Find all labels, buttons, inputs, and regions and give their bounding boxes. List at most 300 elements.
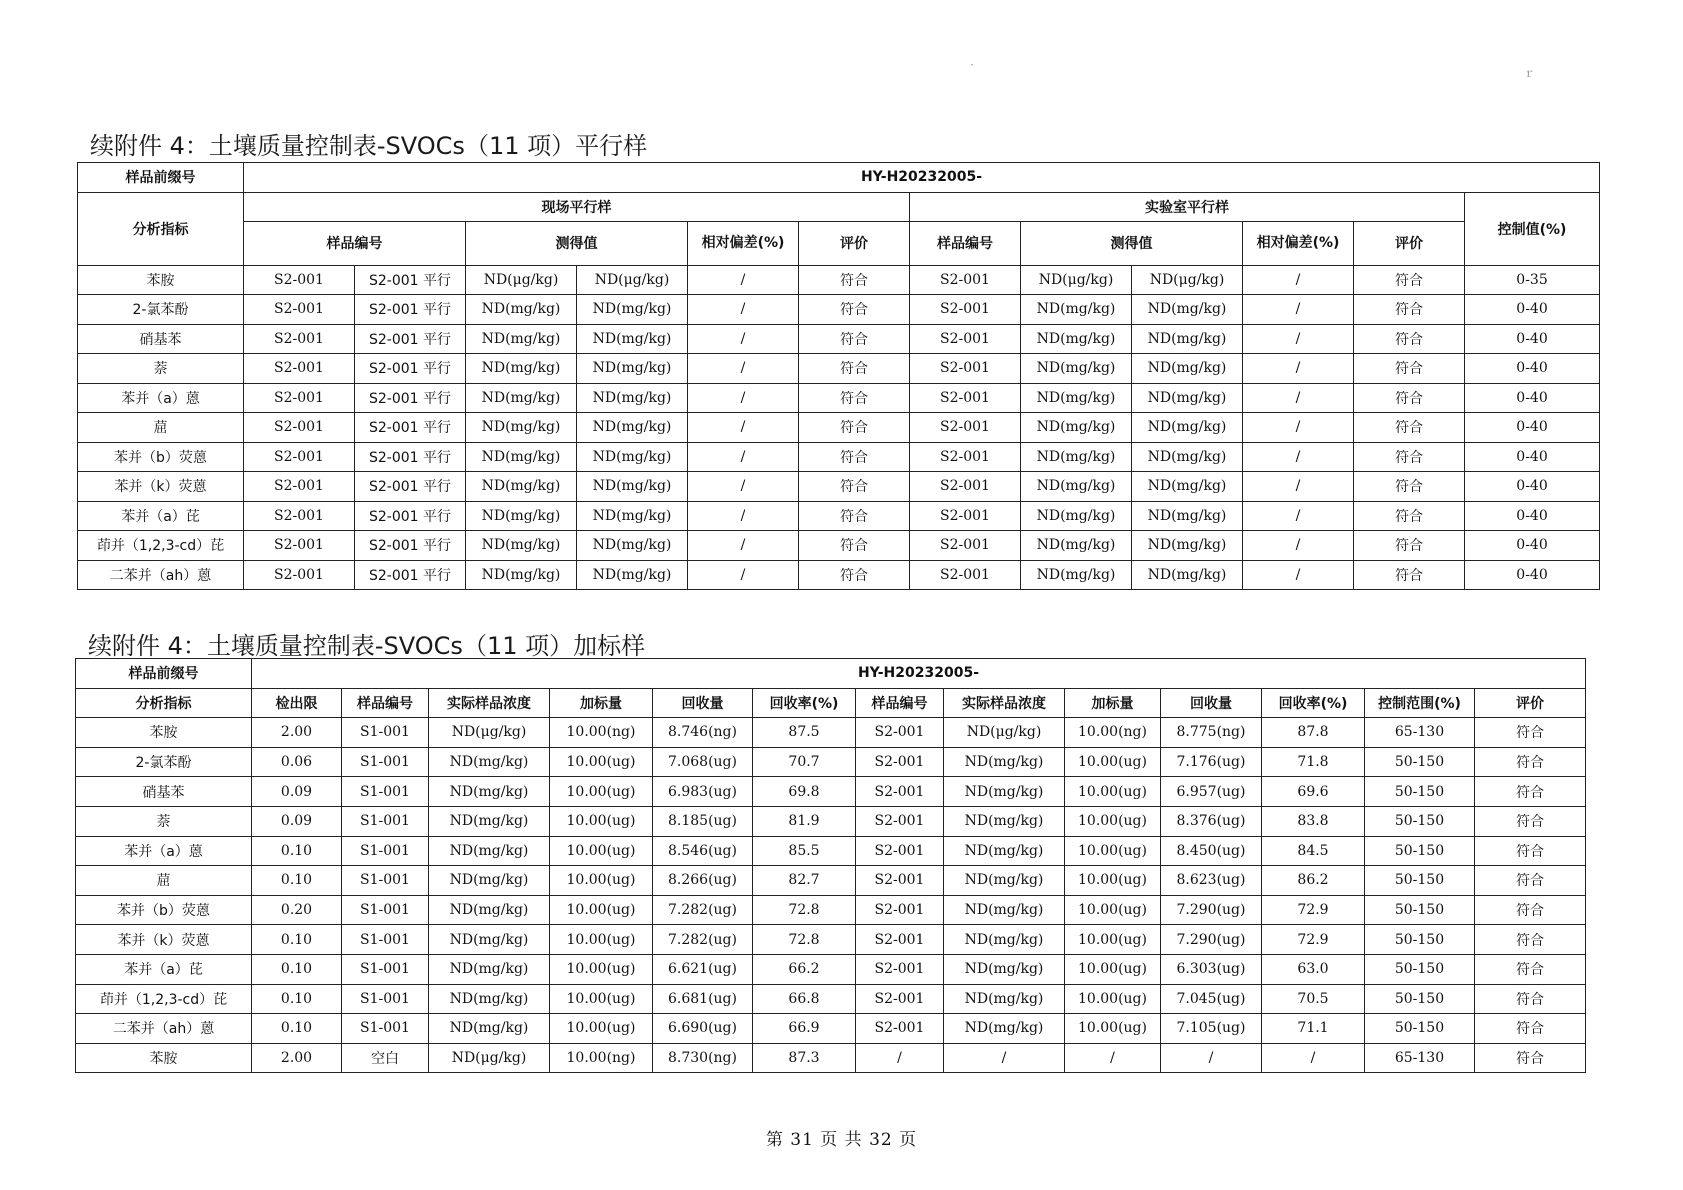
lab-value-2: ND(mg/kg) [1132, 442, 1243, 472]
actual-concentration: ND(μg/kg) [429, 1043, 550, 1073]
analyte-name: 2-氯苯酚 [76, 747, 252, 777]
indicator-header: 分析指标 [78, 192, 244, 265]
control-range: 50-150 [1365, 866, 1475, 896]
table-row [78, 354, 1600, 384]
lab-value-1: ND(mg/kg) [1021, 295, 1132, 325]
recovery-rate-2: 83.8 [1262, 806, 1365, 836]
table-row [76, 718, 1586, 748]
field-value-1: ND(mg/kg) [466, 295, 577, 325]
field-parallel-no: S2-001 平行 [355, 501, 466, 531]
spike-amount: 10.00(ug) [550, 895, 653, 925]
spike-amount-2: 10.00(ug) [1065, 747, 1161, 777]
actual-concentration: ND(mg/kg) [429, 866, 550, 896]
analyte-name: 硝基苯 [76, 777, 252, 807]
recovery-rate-2: 63.0 [1262, 954, 1365, 984]
field-value-1: ND(mg/kg) [466, 472, 577, 502]
detection-limit: 0.20 [252, 895, 342, 925]
recovered-amount-2: / [1161, 1043, 1262, 1073]
control-value: 0-40 [1465, 413, 1600, 443]
detection-limit: 2.00 [252, 1043, 342, 1073]
lab-value-1: ND(mg/kg) [1021, 413, 1132, 443]
control-range-header: 控制范围(%) [1365, 688, 1475, 718]
sample-no: S1-001 [342, 806, 429, 836]
lab-value-2: ND(μg/kg) [1132, 265, 1243, 295]
lab-sample-no: S2-001 [910, 501, 1021, 531]
sample-no: S1-001 [342, 866, 429, 896]
sample-no: S1-001 [342, 777, 429, 807]
field-value-1: ND(mg/kg) [466, 501, 577, 531]
lab-sample-no: S2-001 [910, 442, 1021, 472]
sample-no-2: S2-001 [856, 984, 944, 1014]
analyte-name: 苯并（b）荧蒽 [76, 895, 252, 925]
recovered-amount-2: 8.376(ug) [1161, 806, 1262, 836]
recovered-amount-2: 7.105(ug) [1161, 1014, 1262, 1044]
lab-rel-dev: / [1243, 383, 1354, 413]
control-value: 0-40 [1465, 295, 1600, 325]
lab-sample-no: S2-001 [910, 265, 1021, 295]
detection-limit-header: 检出限 [252, 688, 342, 718]
field-parallel-no: S2-001 平行 [355, 265, 466, 295]
field-evaluation: 符合 [799, 442, 910, 472]
control-value: 0-35 [1465, 265, 1600, 295]
control-value: 0-40 [1465, 324, 1600, 354]
field-sample-no: S2-001 [244, 531, 355, 561]
lab-evaluation: 符合 [1354, 265, 1465, 295]
lab-rel-dev: / [1243, 531, 1354, 561]
actual-concentration-2: ND(mg/kg) [944, 747, 1065, 777]
actual-concentration-2: ND(mg/kg) [944, 1014, 1065, 1044]
field-parallel-no: S2-001 平行 [355, 442, 466, 472]
prefix-label: 样品前缀号 [78, 163, 244, 193]
sample-no-2: S2-001 [856, 747, 944, 777]
spike-amount: 10.00(ug) [550, 954, 653, 984]
sample-no: S1-001 [342, 954, 429, 984]
control-range: 50-150 [1365, 895, 1475, 925]
analyte-name: 苯胺 [76, 718, 252, 748]
field-parallel-no: S2-001 平行 [355, 324, 466, 354]
recovered-amount: 6.983(ug) [653, 777, 753, 807]
recovered-amount: 8.266(ug) [653, 866, 753, 896]
measured-header: 测得值 [466, 221, 688, 265]
lab-rel-dev-header: 相对偏差(%) [1243, 221, 1354, 265]
recovered-amount-2: 7.290(ug) [1161, 895, 1262, 925]
recovery-rate: 87.3 [753, 1043, 856, 1073]
actual-concentration-2: ND(mg/kg) [944, 806, 1065, 836]
lab-value-2: ND(mg/kg) [1132, 324, 1243, 354]
evaluation: 符合 [1475, 984, 1586, 1014]
lab-rel-dev: / [1243, 560, 1354, 590]
detection-limit: 0.10 [252, 954, 342, 984]
sample-no-2: S2-001 [856, 806, 944, 836]
control-range: 50-150 [1365, 954, 1475, 984]
detection-limit: 0.10 [252, 1014, 342, 1044]
detection-limit: 0.09 [252, 806, 342, 836]
evaluation: 符合 [1475, 718, 1586, 748]
recovery-rate: 70.7 [753, 747, 856, 777]
control-value: 0-40 [1465, 383, 1600, 413]
field-value-2: ND(mg/kg) [577, 472, 688, 502]
field-rel-dev: / [688, 501, 799, 531]
sample-no-2: / [856, 1043, 944, 1073]
sample-no: S1-001 [342, 895, 429, 925]
field-value-1: ND(mg/kg) [466, 442, 577, 472]
table-row [78, 265, 1600, 295]
evaluation: 符合 [1475, 925, 1586, 955]
detection-limit: 2.00 [252, 718, 342, 748]
lab-rel-dev: / [1243, 472, 1354, 502]
spike-table-title: 续附件 4：土壤质量控制表-SVOCs（11 项）加标样 [88, 632, 646, 660]
table-row [76, 954, 1586, 984]
field-evaluation: 符合 [799, 383, 910, 413]
field-sample-no: S2-001 [244, 442, 355, 472]
lab-evaluation: 符合 [1354, 295, 1465, 325]
lab-value-2: ND(mg/kg) [1132, 501, 1243, 531]
lab-sample-no: S2-001 [910, 531, 1021, 561]
lab-evaluation: 符合 [1354, 354, 1465, 384]
evaluation: 符合 [1475, 777, 1586, 807]
control-range: 50-150 [1365, 925, 1475, 955]
control-range: 50-150 [1365, 777, 1475, 807]
field-value-2: ND(mg/kg) [577, 354, 688, 384]
lab-rel-dev: / [1243, 354, 1354, 384]
recovery-rate: 66.2 [753, 954, 856, 984]
recovery-rate-2: 70.5 [1262, 984, 1365, 1014]
field-evaluation: 符合 [799, 295, 910, 325]
detection-limit: 0.10 [252, 836, 342, 866]
prefix-value: HY-H20232005- [252, 659, 1586, 689]
field-rel-dev: / [688, 383, 799, 413]
lab-value-1: ND(mg/kg) [1021, 442, 1132, 472]
field-rel-dev: / [688, 413, 799, 443]
analyte-name: 苯并（a）蒽 [76, 836, 252, 866]
analyte-name: 2-氯苯酚 [78, 295, 244, 325]
lab-value-1: ND(mg/kg) [1021, 531, 1132, 561]
table-row [78, 442, 1600, 472]
field-rel-dev: / [688, 265, 799, 295]
spike-amount: 10.00(ug) [550, 777, 653, 807]
field-rel-dev: / [688, 354, 799, 384]
evaluation-header: 评价 [799, 221, 910, 265]
table-row [78, 324, 1600, 354]
recovered-amount-2: 6.957(ug) [1161, 777, 1262, 807]
table-row [76, 777, 1586, 807]
spike-amount-2: 10.00(ug) [1065, 836, 1161, 866]
control-value: 0-40 [1465, 442, 1600, 472]
field-parallel-header: 现场平行样 [244, 192, 910, 221]
field-value-2: ND(mg/kg) [577, 295, 688, 325]
table-row [78, 531, 1600, 561]
recovery-rate-header: 回收率(%) [753, 688, 856, 718]
recovery-rate: 72.8 [753, 925, 856, 955]
evaluation: 符合 [1475, 954, 1586, 984]
actual-concentration: ND(mg/kg) [429, 806, 550, 836]
recovered-amount: 7.282(ug) [653, 925, 753, 955]
analyte-name: 二苯并（ah）蒽 [76, 1014, 252, 1044]
actual-concentration-2: ND(mg/kg) [944, 954, 1065, 984]
lab-value-2: ND(mg/kg) [1132, 531, 1243, 561]
prefix-label: 样品前缀号 [76, 659, 252, 689]
actual-concentration-2: / [944, 1043, 1065, 1073]
spike-amount: 10.00(ug) [550, 984, 653, 1014]
recovered-amount: 6.681(ug) [653, 984, 753, 1014]
spike-amount: 10.00(ug) [550, 1014, 653, 1044]
spike-amount: 10.00(ug) [550, 806, 653, 836]
detection-limit: 0.10 [252, 984, 342, 1014]
spike-amount-2: 10.00(ug) [1065, 866, 1161, 896]
field-sample-no: S2-001 [244, 413, 355, 443]
sample-no-header: 样品编号 [342, 688, 429, 718]
actual-concentration: ND(mg/kg) [429, 984, 550, 1014]
control-range: 50-150 [1365, 806, 1475, 836]
recovered-amount-2: 7.045(ug) [1161, 984, 1262, 1014]
parallel-table-title: 续附件 4：土壤质量控制表-SVOCs（11 项）平行样 [90, 132, 648, 160]
lab-value-2: ND(mg/kg) [1132, 383, 1243, 413]
table-row [76, 836, 1586, 866]
field-evaluation: 符合 [799, 472, 910, 502]
spike-amount-2: 10.00(ug) [1065, 925, 1161, 955]
table-row [76, 806, 1586, 836]
analyte-name: 苯并（k）荧蒽 [76, 925, 252, 955]
analyte-name: 苯并（b）荧蒽 [78, 442, 244, 472]
lab-rel-dev: / [1243, 295, 1354, 325]
recovered-amount: 8.730(ng) [653, 1043, 753, 1073]
evaluation-header: 评价 [1475, 688, 1586, 718]
recovered-amount-2: 7.290(ug) [1161, 925, 1262, 955]
control-value-header: 控制值(%) [1465, 192, 1600, 265]
table-row [76, 866, 1586, 896]
lab-sample-no: S2-001 [910, 413, 1021, 443]
recovery-rate: 66.9 [753, 1014, 856, 1044]
recovered-amount: 7.282(ug) [653, 895, 753, 925]
detection-limit: 0.06 [252, 747, 342, 777]
spike-amount-2: 10.00(ug) [1065, 1014, 1161, 1044]
sample-no-2: S2-001 [856, 836, 944, 866]
sample-no-2: S2-001 [856, 954, 944, 984]
actual-concentration: ND(mg/kg) [429, 925, 550, 955]
analyte-name: 苯胺 [78, 265, 244, 295]
field-value-2: ND(mg/kg) [577, 324, 688, 354]
lab-sample-no: S2-001 [910, 354, 1021, 384]
control-range: 50-150 [1365, 836, 1475, 866]
spike-amount-2: 10.00(ug) [1065, 777, 1161, 807]
actual-concentration: ND(μg/kg) [429, 718, 550, 748]
field-parallel-no: S2-001 平行 [355, 531, 466, 561]
field-sample-no: S2-001 [244, 265, 355, 295]
analyte-name: 苯并（a）芘 [76, 954, 252, 984]
table-row [76, 1043, 1586, 1073]
recovery-rate-2-header: 回收率(%) [1262, 688, 1365, 718]
table-row [78, 472, 1600, 502]
recovered-amount: 7.068(ug) [653, 747, 753, 777]
sample-no: S1-001 [342, 718, 429, 748]
evaluation: 符合 [1475, 806, 1586, 836]
sample-no-2: S2-001 [856, 1014, 944, 1044]
recovery-rate: 72.8 [753, 895, 856, 925]
analyte-name-header: 分析指标 [76, 688, 252, 718]
recovered-amount-2: 8.450(ug) [1161, 836, 1262, 866]
actual-concentration-header: 实际样品浓度 [429, 688, 550, 718]
analyte-name: 二苯并（ah）蒽 [78, 560, 244, 590]
spike-amount-2: 10.00(ug) [1065, 895, 1161, 925]
sample-no-header: 样品编号 [244, 221, 466, 265]
control-range: 65-130 [1365, 1043, 1475, 1073]
field-sample-no: S2-001 [244, 324, 355, 354]
recovered-amount-2: 7.176(ug) [1161, 747, 1262, 777]
recovery-rate-2: 69.6 [1262, 777, 1365, 807]
spike-amount: 10.00(ug) [550, 866, 653, 896]
actual-concentration: ND(mg/kg) [429, 836, 550, 866]
sample-no: S1-001 [342, 836, 429, 866]
field-evaluation: 符合 [799, 560, 910, 590]
lab-rel-dev: / [1243, 442, 1354, 472]
spike-amount-2: / [1065, 1043, 1161, 1073]
field-value-2: ND(mg/kg) [577, 383, 688, 413]
lab-value-1: ND(mg/kg) [1021, 324, 1132, 354]
lab-value-1: ND(μg/kg) [1021, 265, 1132, 295]
sample-no-2: S2-001 [856, 895, 944, 925]
analyte-name: 苯并（k）荧蒽 [78, 472, 244, 502]
recovered-amount: 8.546(ug) [653, 836, 753, 866]
detection-limit: 0.09 [252, 777, 342, 807]
recovery-rate-2: 87.8 [1262, 718, 1365, 748]
lab-rel-dev: / [1243, 324, 1354, 354]
control-value: 0-40 [1465, 560, 1600, 590]
sample-no: 空白 [342, 1043, 429, 1073]
lab-evaluation: 符合 [1354, 531, 1465, 561]
lab-sample-no: S2-001 [910, 324, 1021, 354]
field-sample-no: S2-001 [244, 472, 355, 502]
evaluation: 符合 [1475, 1014, 1586, 1044]
recovery-rate: 87.5 [753, 718, 856, 748]
spike-amount-2-header: 加标量 [1065, 688, 1161, 718]
lab-value-1: ND(mg/kg) [1021, 383, 1132, 413]
rel-dev-header: 相对偏差(%) [688, 221, 799, 265]
field-evaluation: 符合 [799, 413, 910, 443]
lab-value-2: ND(mg/kg) [1132, 354, 1243, 384]
recovered-amount-2-header: 回收量 [1161, 688, 1262, 718]
field-evaluation: 符合 [799, 265, 910, 295]
actual-concentration-2: ND(mg/kg) [944, 984, 1065, 1014]
control-range: 50-150 [1365, 984, 1475, 1014]
recovered-amount: 8.185(ug) [653, 806, 753, 836]
table-row [78, 295, 1600, 325]
page-number: 第 31 页 共 32 页 [765, 1130, 918, 1150]
lab-sample-no: S2-001 [910, 295, 1021, 325]
evaluation: 符合 [1475, 1043, 1586, 1073]
lab-value-1: ND(mg/kg) [1021, 501, 1132, 531]
recovery-rate-2: 71.1 [1262, 1014, 1365, 1044]
lab-value-2: ND(mg/kg) [1132, 413, 1243, 443]
field-value-1: ND(μg/kg) [466, 265, 577, 295]
field-value-2: ND(mg/kg) [577, 413, 688, 443]
table-row [78, 383, 1600, 413]
prefix-value: HY-H20232005- [244, 163, 1600, 193]
field-sample-no: S2-001 [244, 560, 355, 590]
analyte-name: 䓛 [76, 866, 252, 896]
scan-speck: · [970, 58, 974, 72]
field-parallel-no: S2-001 平行 [355, 295, 466, 325]
lab-value-2: ND(mg/kg) [1132, 472, 1243, 502]
table-row [78, 560, 1600, 590]
control-range: 50-150 [1365, 747, 1475, 777]
spike-amount-2: 10.00(ug) [1065, 954, 1161, 984]
control-value: 0-40 [1465, 354, 1600, 384]
lab-evaluation: 符合 [1354, 560, 1465, 590]
field-value-1: ND(mg/kg) [466, 354, 577, 384]
lab-evaluation: 符合 [1354, 501, 1465, 531]
sample-no: S1-001 [342, 925, 429, 955]
spike-amount: 10.00(ng) [550, 1043, 653, 1073]
recovery-rate-2: 86.2 [1262, 866, 1365, 896]
sample-no-2-header: 样品编号 [856, 688, 944, 718]
table-row [76, 984, 1586, 1014]
lab-value-1: ND(mg/kg) [1021, 354, 1132, 384]
field-value-2: ND(μg/kg) [577, 265, 688, 295]
field-value-2: ND(mg/kg) [577, 531, 688, 561]
table-row [76, 1014, 1586, 1044]
table-row [76, 925, 1586, 955]
actual-concentration-2: ND(mg/kg) [944, 836, 1065, 866]
actual-concentration-2: ND(mg/kg) [944, 777, 1065, 807]
spike-amount-header: 加标量 [550, 688, 653, 718]
recovered-amount-2: 8.775(ng) [1161, 718, 1262, 748]
lab-evaluation: 符合 [1354, 383, 1465, 413]
lab-evaluation: 符合 [1354, 472, 1465, 502]
field-sample-no: S2-001 [244, 383, 355, 413]
recovery-rate: 82.7 [753, 866, 856, 896]
actual-concentration-2: ND(μg/kg) [944, 718, 1065, 748]
actual-concentration: ND(mg/kg) [429, 954, 550, 984]
actual-concentration-2: ND(mg/kg) [944, 925, 1065, 955]
actual-concentration: ND(mg/kg) [429, 777, 550, 807]
spike-amount: 10.00(ng) [550, 718, 653, 748]
analyte-name: 萘 [76, 806, 252, 836]
analyte-name: 茚并（1,2,3-cd）芘 [78, 531, 244, 561]
recovered-amount-header: 回收量 [653, 688, 753, 718]
sample-no: S1-001 [342, 747, 429, 777]
scan-speck: ｒ [1523, 66, 1536, 80]
recovered-amount: 6.690(ug) [653, 1014, 753, 1044]
actual-concentration: ND(mg/kg) [429, 1014, 550, 1044]
actual-concentration-2: ND(mg/kg) [944, 895, 1065, 925]
field-parallel-no: S2-001 平行 [355, 413, 466, 443]
lab-measured-header: 测得值 [1021, 221, 1243, 265]
field-rel-dev: / [688, 472, 799, 502]
lab-parallel-header: 实验室平行样 [910, 192, 1465, 221]
actual-concentration: ND(mg/kg) [429, 895, 550, 925]
field-parallel-no: S2-001 平行 [355, 354, 466, 384]
field-sample-no: S2-001 [244, 501, 355, 531]
evaluation: 符合 [1475, 836, 1586, 866]
field-value-2: ND(mg/kg) [577, 501, 688, 531]
spike-amount: 10.00(ug) [550, 747, 653, 777]
lab-evaluation-header: 评价 [1354, 221, 1465, 265]
control-range: 50-150 [1365, 1014, 1475, 1044]
actual-concentration: ND(mg/kg) [429, 747, 550, 777]
spike-sample-table [75, 658, 1586, 1073]
spike-amount: 10.00(ug) [550, 925, 653, 955]
field-rel-dev: / [688, 442, 799, 472]
lab-sample-no: S2-001 [910, 472, 1021, 502]
recovery-rate-2: 72.9 [1262, 895, 1365, 925]
sample-no: S1-001 [342, 1014, 429, 1044]
field-evaluation: 符合 [799, 324, 910, 354]
table-row [76, 895, 1586, 925]
lab-evaluation: 符合 [1354, 413, 1465, 443]
lab-value-1: ND(mg/kg) [1021, 560, 1132, 590]
analyte-name: 苯胺 [76, 1043, 252, 1073]
lab-sample-no-header: 样品编号 [910, 221, 1021, 265]
